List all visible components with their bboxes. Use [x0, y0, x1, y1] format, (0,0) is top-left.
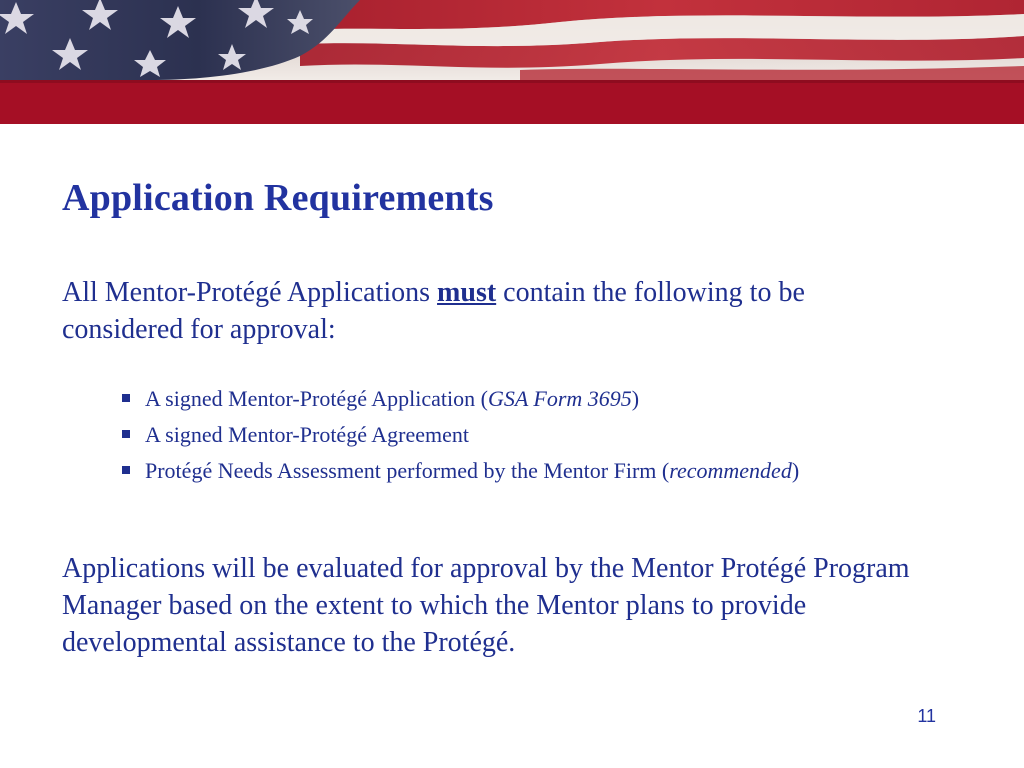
square-bullet-icon: [122, 430, 130, 438]
list-item: [121, 420, 841, 450]
list-item-tail: ): [791, 458, 800, 483]
square-bullet-icon: [122, 466, 130, 474]
list-item-text: A signed Mentor-Protégé Application (: [145, 386, 488, 411]
list-item: [121, 456, 841, 486]
slide-title: Application Requirements: [62, 177, 494, 219]
intro-emphasis: must: [437, 277, 497, 308]
closing-paragraph: Applications will be evaluated for approval by the Mentor Protégé Program Manager based on the extent to which the Mentor plans to provide developmental assistance to the Protégé.: [62, 553, 910, 658]
american-flag-image: [0, 0, 1024, 124]
intro-paragraph: [62, 274, 922, 348]
page-number: 11: [917, 706, 936, 726]
list-item-italic: GSA Form 3695: [487, 386, 632, 411]
intro-text-after: contain the following to be considered for approval:: [62, 277, 805, 345]
square-bullet-icon: [122, 394, 130, 402]
list-item-text: A signed Mentor-Protégé Agreement: [145, 422, 469, 447]
list-item: [121, 384, 841, 414]
intro-text-before: All Mentor-Protégé Applications: [62, 277, 438, 308]
list-item-italic: recommended: [669, 458, 792, 483]
list-item-tail: ): [631, 386, 640, 411]
requirements-list: [121, 384, 841, 492]
american-flag-banner: [0, 0, 1024, 124]
list-item-text: Protégé Needs Assessment performed by the Mentor Firm (: [145, 458, 670, 483]
